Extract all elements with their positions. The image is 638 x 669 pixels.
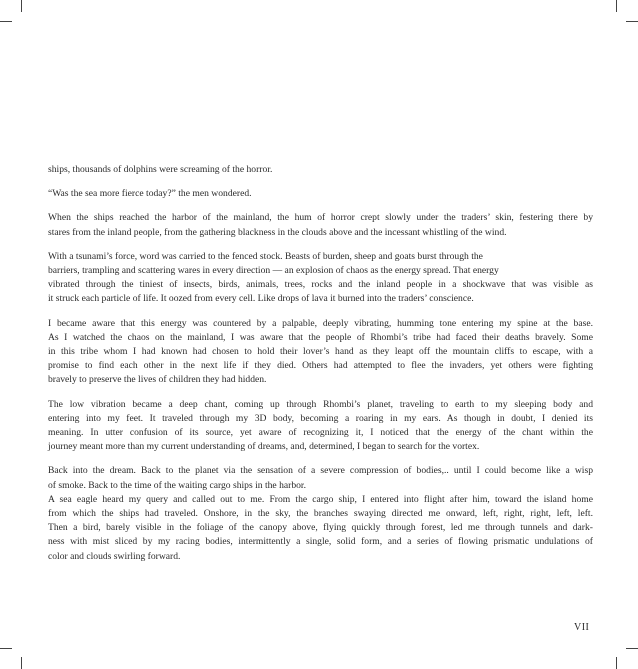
text-line: in this tribe whom I had known had chosen to hold their lover’s hand as they leapt off the mountain cliffs to escape, with a — [48, 346, 593, 358]
text-line: As I watched the chaos on the mainland, I was aware that the people of Rhombi’s tribe had faced their deaths bravely. Some — [48, 331, 593, 343]
text-line: When the ships reached the harbor of the mainland, the hum of horror crept slowly under the traders’ skin, festering there by — [48, 212, 593, 224]
text-line: barriers, trampling and scattering wares in every direction — an explosion of chaos as the energy spread. That energy — [48, 265, 499, 277]
text-line: ness with mist sliced by my racing bodies, intermittently a single, solid form, and a series of flowing prismatic undulations of — [48, 536, 593, 548]
text-line: stares from the inland people, from the gathering blackness in the clouds above and the incessant whistling of the wind. — [48, 226, 507, 238]
text-line: meaning. In utter confusion of its source, yet aware of recognizing it, I noticed that the energy of the chant within the — [48, 427, 593, 439]
crop-mark-bottom-left-v — [21, 657, 22, 669]
text-line: “Was the sea more fierce today?” the men wondered. — [48, 188, 252, 200]
text-line: from which the ships had traveled. Onshore, in the sky, the branches swaying directed me onward, left, right, right, left, left. — [48, 508, 593, 520]
crop-mark-top-left-h — [0, 21, 12, 22]
text-line: Back into the dream. Back to the planet via the sensation of a severe compression of bodies,.. until I could become like a wisp — [48, 465, 593, 477]
text-line: promise to find each other in the next life if they died. Others had attempted to flee the invaders, yet others were fighting — [48, 360, 593, 372]
text-line: bravely to preserve the lives of children they had hidden. — [48, 374, 267, 386]
text-line: color and clouds swirling forward. — [48, 550, 181, 562]
text-line: vibrated through the tiniest of insects, birds, animals, trees, rocks and the inland people in a shockwave that was visible as — [48, 279, 593, 291]
crop-mark-bottom-left-h — [0, 648, 12, 649]
crop-mark-bottom-right-v — [616, 657, 617, 669]
text-line: Then a bird, barely visible in the foliage of the canopy above, flying quickly through forest, led me through tunnels and dark- — [48, 522, 593, 534]
text-line: I became aware that this energy was countered by a palpable, deeply vibrating, humming tone entering my spine at the base. — [48, 317, 593, 329]
paragraph — [48, 211, 593, 239]
paragraph — [48, 250, 593, 307]
body-text — [48, 163, 593, 574]
text-line: A sea eagle heard my query and called out to me. From the cargo ship, I entered into flight after him, toward the island home — [48, 493, 593, 505]
paragraph — [48, 398, 593, 455]
text-line: ships, thousands of dolphins were screaming of the horror. — [48, 164, 273, 175]
text-line: of smoke. Back to the time of the waiting cargo ships in the harbor. — [48, 479, 307, 491]
text-line: journey meant more than my current understanding of dreams, and, determined, I began to search for the vortex. — [48, 441, 480, 453]
crop-mark-top-right-v — [616, 0, 617, 12]
paragraph — [48, 317, 593, 388]
paragraph — [48, 464, 593, 563]
text-line: entering into my feet. It traveled through my 3D body, becoming a roaring in my ears. As though in doubt, I denied its — [48, 412, 593, 424]
text-line: The low vibration became a deep chant, coming up through Rhombi’s planet, traveling to earth to my sleeping body and — [48, 398, 593, 410]
paragraph — [48, 163, 593, 177]
crop-mark-top-left-v — [21, 0, 22, 12]
crop-mark-top-right-h — [626, 21, 638, 22]
page-number: VII — [574, 622, 590, 633]
paragraph — [48, 187, 593, 201]
text-line: With a tsunami’s force, word was carried to the fenced stock. Beasts of burden, sheep and goats burst through the — [48, 250, 483, 262]
crop-mark-bottom-right-h — [626, 648, 638, 649]
text-line: it struck each particle of life. It oozed from every cell. Like drops of lava it burned into the traders’ conscience. — [48, 293, 474, 305]
